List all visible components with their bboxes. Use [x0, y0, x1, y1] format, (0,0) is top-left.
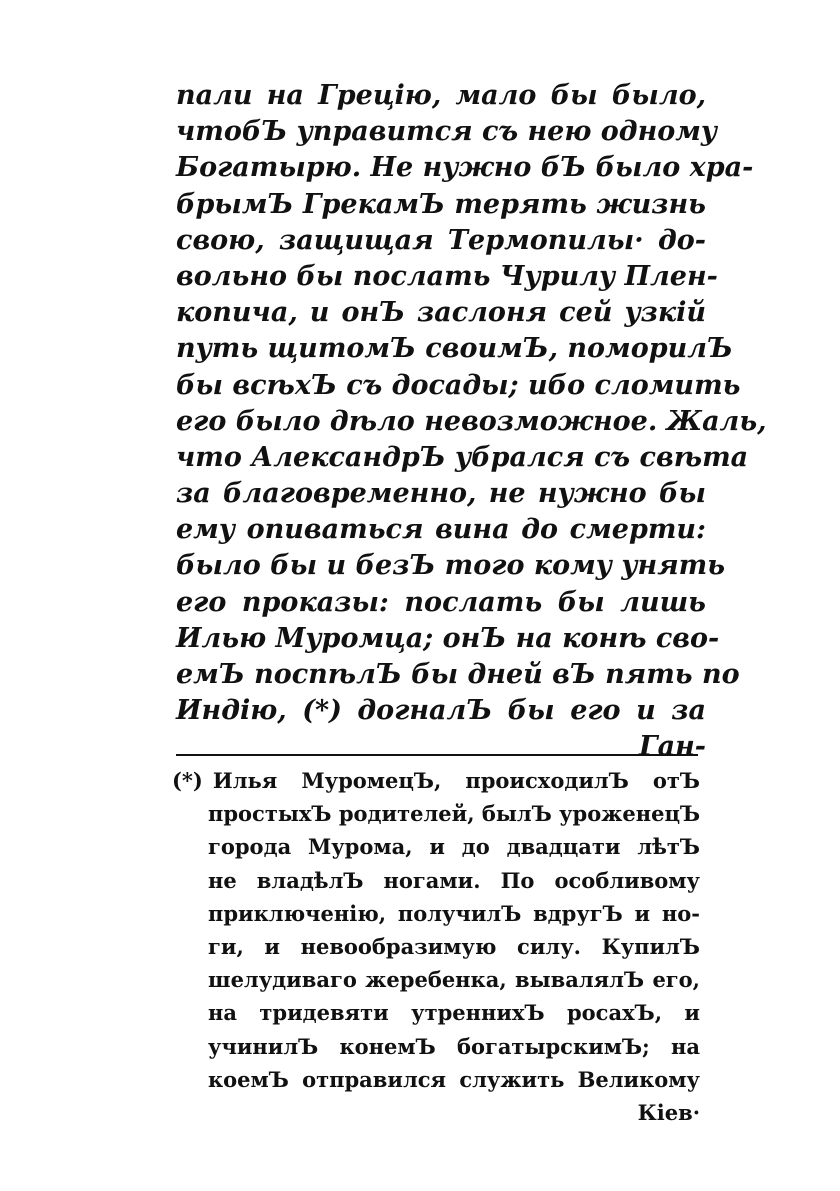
footnote-catchword: Кіев·	[637, 1099, 700, 1125]
text-line: бы всѣхЪ съ досады; ибо сломить	[176, 369, 741, 401]
text-line: ему опиваться вина до смерти:	[176, 514, 706, 546]
text-line: чтобЪ управится съ нею одному	[176, 116, 718, 148]
text-line: было бы и безЪ того кому унять	[176, 550, 726, 582]
footnote-line: коемЪ отправился служить Великому	[208, 1066, 700, 1092]
text-line: копича, и онЪ заслоня сей узкій	[176, 297, 706, 329]
footnote-line: простыхЪ родителей, былЪ уроженецЪ	[208, 801, 701, 827]
footnote-line	[172, 764, 700, 797]
footnote-line: учинилЪ конемЪ богатырскимЪ; на	[208, 1033, 700, 1059]
footnote-line: города Мурома, и до двадцати лѣтЪ	[208, 834, 700, 860]
text-line: емЪ поспѣлЪ бы дней вЪ пять по	[176, 659, 740, 690]
footnote-line: шелудиваго жеребенка, вывалялЪ его,	[208, 967, 700, 993]
footnote-line: ги, и невообразимую силу. КупилЪ	[208, 933, 700, 959]
main-text-block	[176, 78, 767, 766]
footnote-separator-rule	[176, 754, 698, 756]
text-line: что АлександрЪ убрался съ свѣта	[176, 441, 749, 473]
text-line: вольно бы послать Чурилу Плен-	[176, 260, 718, 292]
text-line: свою, защищая Термопилы· до-	[176, 224, 706, 256]
footnote-line: на тридевяти утреннихЪ росахЪ, и	[208, 1000, 700, 1026]
footnote-block	[172, 764, 700, 1129]
catchword: Ган-	[638, 731, 706, 763]
text-line: Индію, (*) догналЪ бы его и за	[176, 695, 706, 727]
text-line: путь щитомЪ своимЪ, поморилЪ	[176, 333, 733, 365]
footnote-line: не владѣлЪ ногами. По особливому	[208, 867, 700, 893]
text-line: брымЪ ГрекамЪ терять жизнь	[176, 188, 706, 220]
text-line: за благовременно, не нужно бы	[176, 478, 706, 510]
text-line: его было дѣло невозможное. Жаль,	[176, 405, 767, 437]
text-line: Илью Муромца; онЪ на конѣ сво-	[176, 622, 720, 654]
footnote-line: приключенію, получилЪ вдругЪ и но-	[208, 900, 700, 926]
text-line: его проказы: послать бы лишь	[176, 586, 706, 618]
footnote-line-text: Илья МуромецЪ, происходилЪ отЪ	[212, 768, 700, 793]
footnote-marker: (*)	[172, 768, 203, 793]
text-line: Богатырю. Не нужно бЪ было хра-	[176, 152, 754, 184]
text-line: пали на Грецію, мало бы было,	[176, 80, 706, 111]
